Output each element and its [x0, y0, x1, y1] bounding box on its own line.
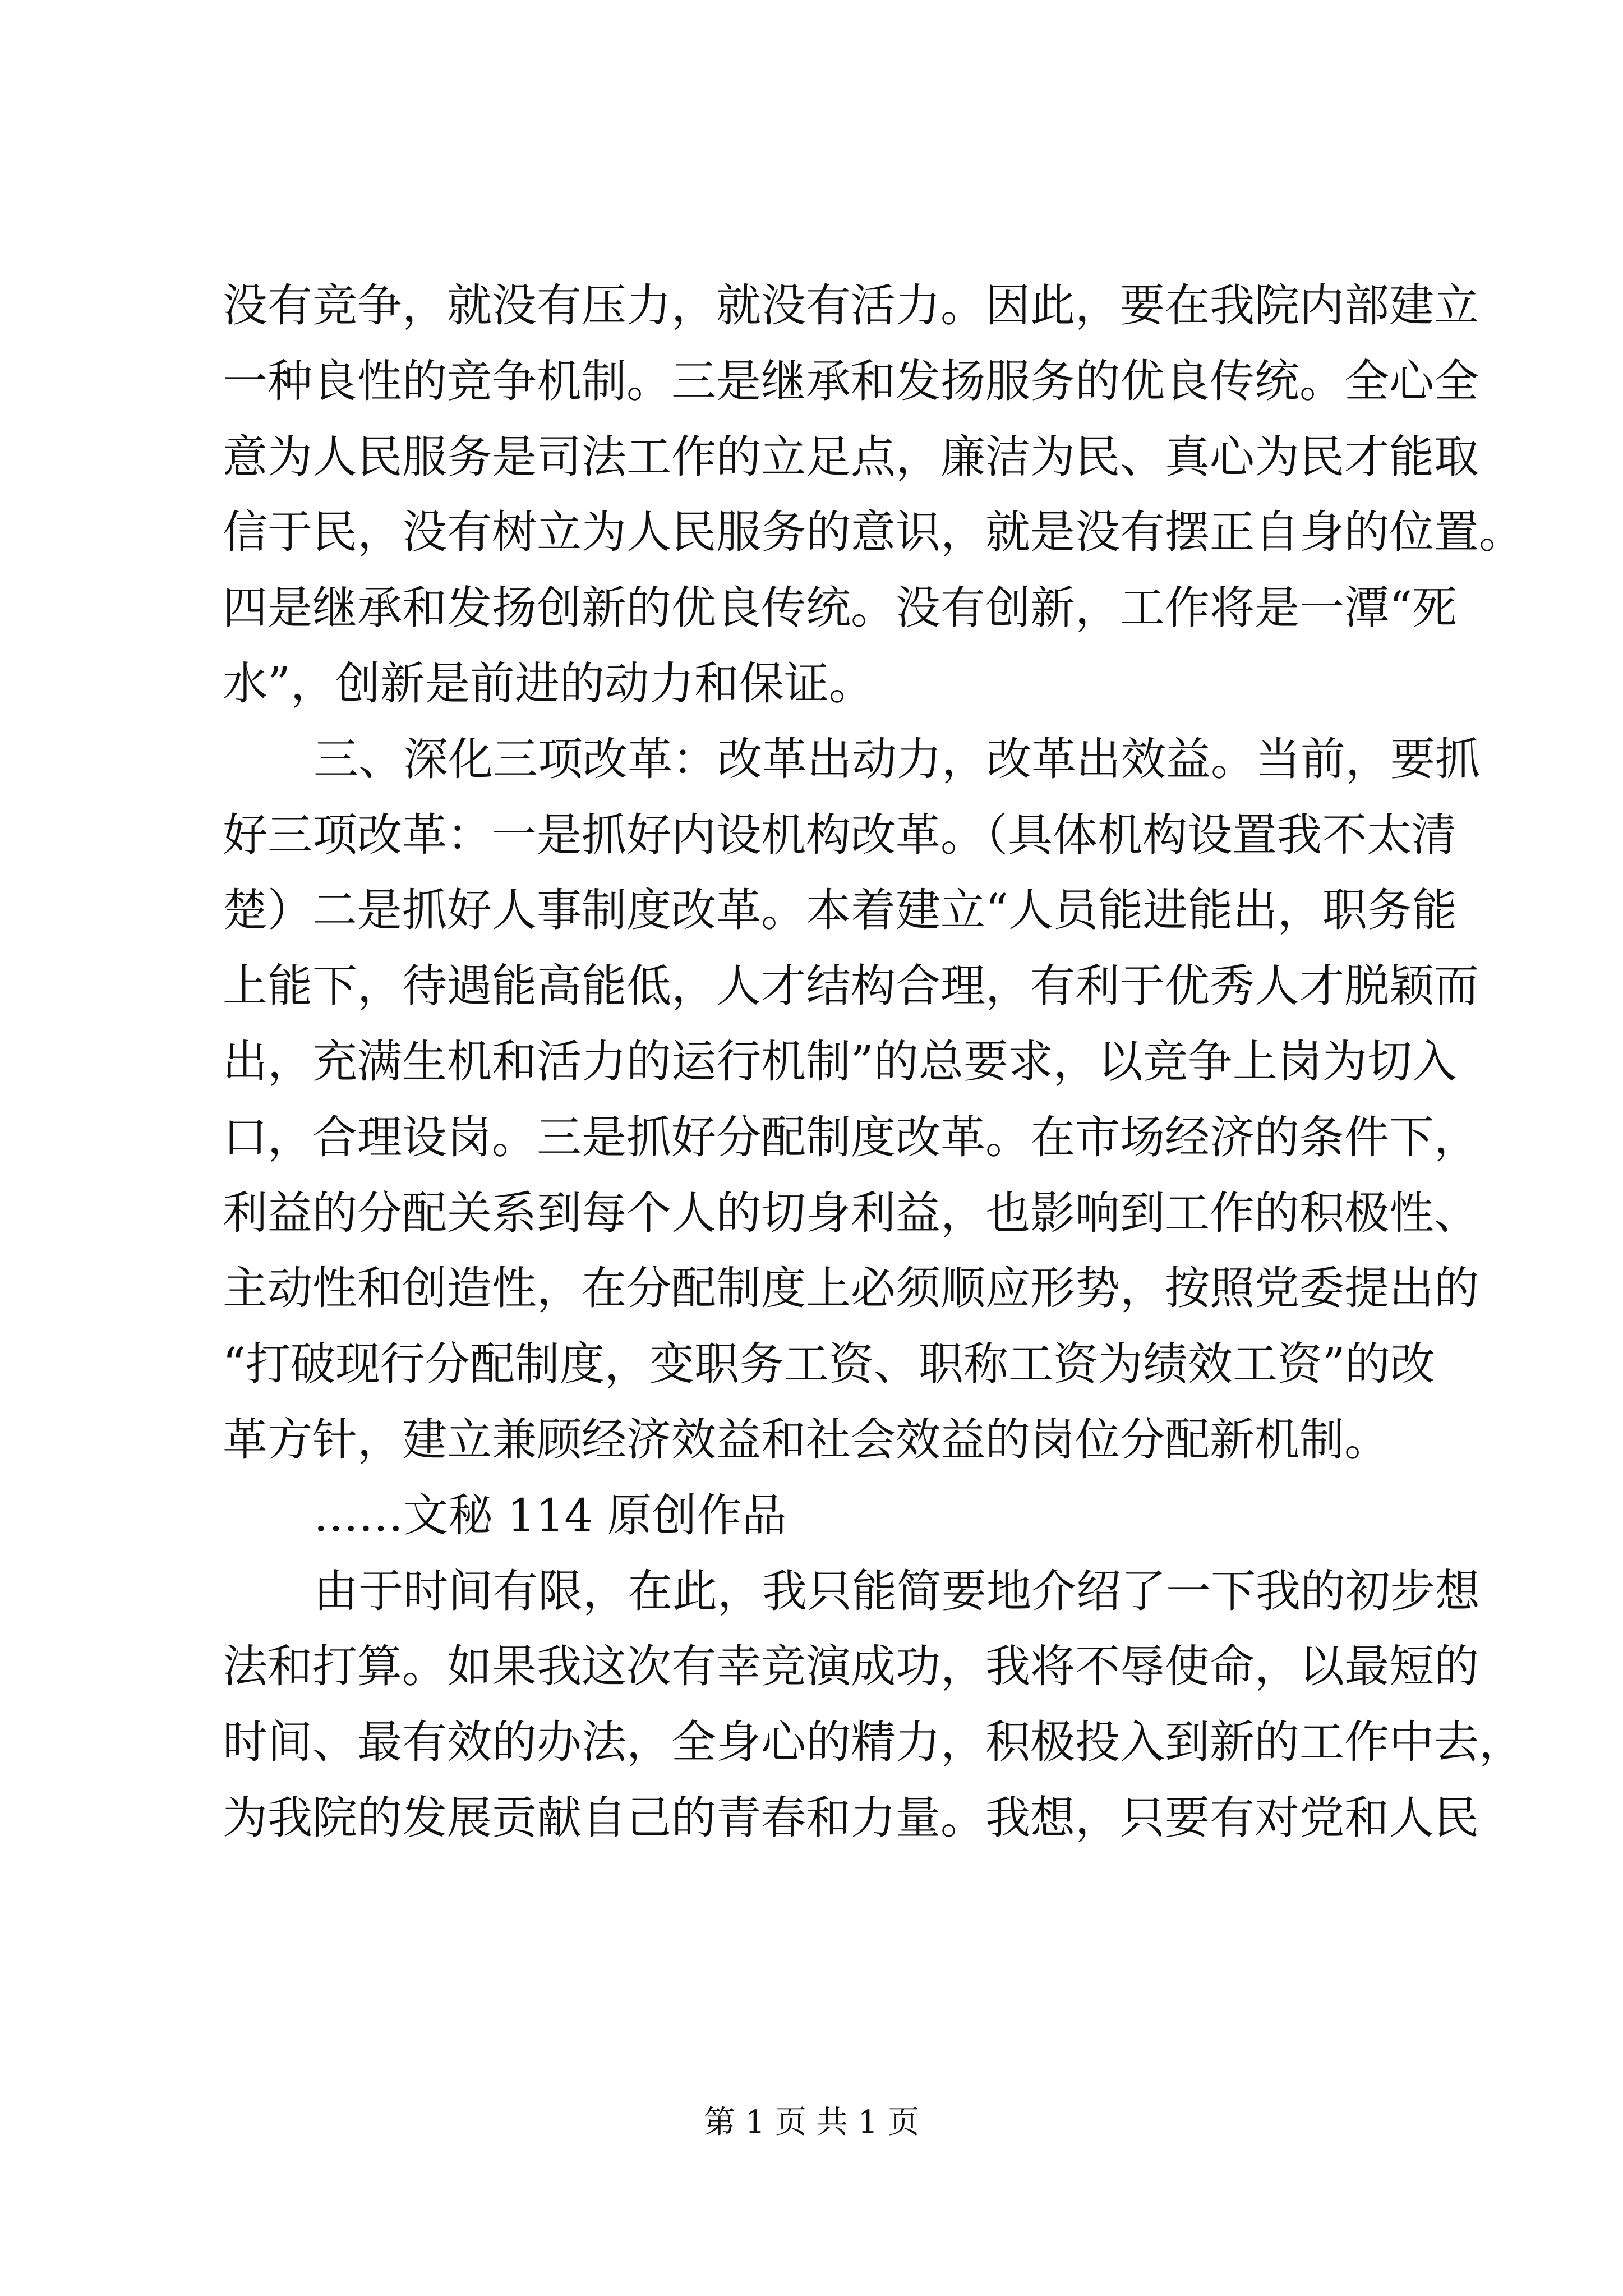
- text-line: 主动性和创造性，在分配制度上必须顺应形势，按照党委提出的: [223, 1262, 1479, 1315]
- body-text: [223, 279, 1524, 1871]
- text-line: 为我院的发展贡献自己的青春和力量。我想，只要有对党和人民: [223, 1791, 1479, 1844]
- text-line: 革方针，建立兼顾经济效益和社会效益的岗位分配新机制。: [223, 1413, 1389, 1466]
- text-line: 没有竞争，就没有压力，就没有活力。因此，要在我院内部建立: [223, 279, 1479, 332]
- text-line: 意为人民服务是司法工作的立足点，廉洁为民、真心为民才能取: [223, 430, 1479, 483]
- text-line: 楚）二是抓好人事制度改革。本着建立“人员能进能出，职务能: [223, 884, 1457, 937]
- text-line: 一种良性的竞争机制。三是继承和发扬服务的优良传统。全心全: [223, 355, 1479, 407]
- text-line: 口，合理设岗。三是抓好分配制度改革。在市场经济的条件下，: [223, 1111, 1479, 1163]
- text-line: 四是继承和发扬创新的优良传统。没有创新，工作将是一潭“死: [223, 582, 1457, 634]
- text-line: 利益的分配关系到每个人的切身利益，也影响到工作的积极性、: [223, 1186, 1479, 1239]
- page-footer: 第 1 页 共 1 页: [703, 2104, 920, 2141]
- text-line: 水”，创新是前进的动力和保证。: [223, 657, 874, 710]
- paragraph-start-line: 由于时间有限，在此，我只能简要地介绍了一下我的初步想: [313, 1565, 1480, 1617]
- text-line: “打破现行分配制度，变职务工资、职称工资为绩效工资”的改: [223, 1338, 1435, 1391]
- text-line: 出，充满生机和活力的运行机制”的总要求，以竞争上岗为切入: [223, 1035, 1457, 1088]
- text-line: 上能下，待遇能高能低，人才结构合理，有利于优秀人才脱颖而: [223, 960, 1479, 1013]
- paragraph-start-line: 三、深化三项改革：改革出动力，改革出效益。当前，要抓: [313, 733, 1480, 785]
- source-note-line: ……文秘 114 原创作品: [313, 1489, 787, 1542]
- text-line: 时间、最有效的办法，全身心的精力，积极投入到新的工作中去，: [223, 1716, 1524, 1769]
- text-line: 好三项改革：一是抓好内设机构改革。（具体机构设置我不太清: [223, 808, 1456, 861]
- text-line: 法和打算。如果我这次有幸竞演成功，我将不辱使命，以最短的: [223, 1640, 1479, 1693]
- text-line: 信于民，没有树立为人民服务的意识，就是没有摆正自身的位置。: [223, 506, 1524, 559]
